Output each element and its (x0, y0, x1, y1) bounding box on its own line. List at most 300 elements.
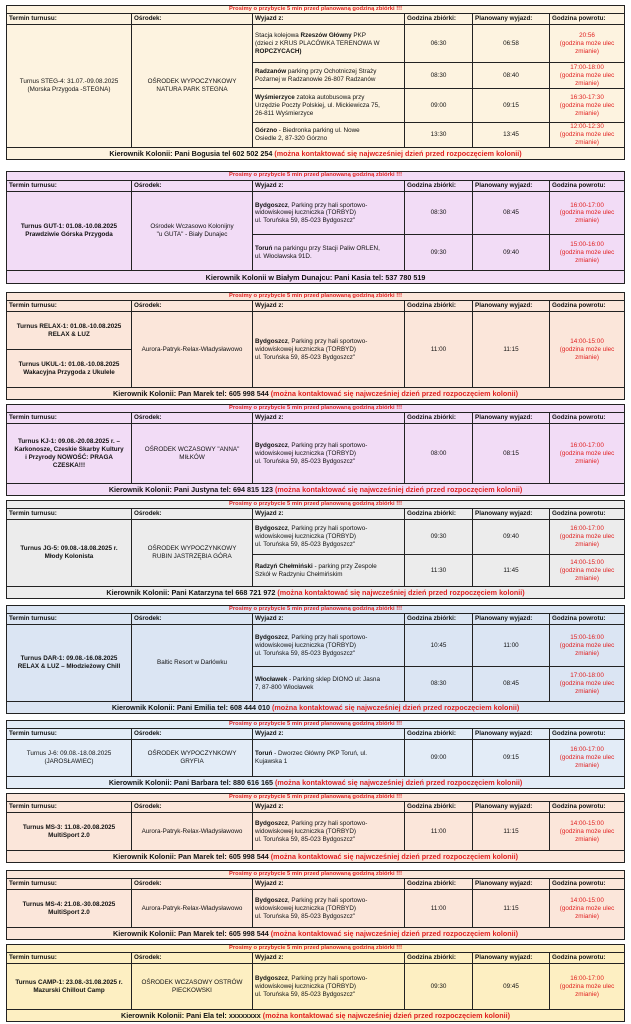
departure-text: parking przy Ochotniczej Straży (286, 67, 377, 75)
text-line: Turnus KJ-1: 09.08.-20.08.2025 r. – (17, 438, 121, 446)
gathering-time: 11:00 (405, 813, 473, 851)
header-osrodek: Ośrodek: (132, 180, 253, 192)
text-line: 14:00-15:00 (570, 896, 604, 904)
return-time (550, 555, 625, 587)
return-time (550, 312, 625, 388)
departure-time: 11:15 (473, 813, 550, 851)
departure-text: (dzieci z KRUS PLACÓWKA TERENOWA W (255, 39, 380, 47)
manager-name-phone: Kierownik Kolonii: Pani Bogusia tel 602 502 254 (109, 148, 273, 158)
text-line: RUBIN JASTRZĘBIA GÓRA (152, 553, 232, 561)
arrival-notice: Prosimy o przybycie 5 min przed planowaną godziną zbiórki !!! (7, 293, 625, 301)
departure-time: 09:40 (473, 235, 550, 271)
manager-name-phone: Kierownik Kolonii: Pani Ela tel: xxxxxxxx (121, 1011, 261, 1021)
text-line: 14:00-15:00 (570, 558, 604, 566)
text-line: zmianie) (575, 835, 599, 843)
turnus-block (6, 944, 624, 1020)
gathering-time: 10:45 (405, 625, 473, 667)
departure-time: 11:15 (473, 890, 550, 928)
text-line: OŚRODEK WYPOCZYNKOWY (147, 78, 237, 86)
text-line: Turnus STEG-4: 31.07.-09.08.2025 (19, 78, 119, 86)
contact-note: (można kontaktować się najwcześniej dzień przed rozpoczęciem kolonii) (272, 148, 522, 158)
departure-text: PKP (351, 31, 366, 39)
header-turnus: Termin turnusu: (7, 729, 132, 740)
text-line: CZESKA!!! (52, 461, 86, 469)
text-line: 15:00-16:00 (570, 241, 604, 249)
departure-text: Szkół w Radzyniu Chełmińskim (255, 570, 343, 578)
text-line: Turnus J-6: 09.08.-18.08.2025 (26, 750, 112, 758)
departure-text: Osiedle 2, 87-320 Górzno (255, 135, 328, 143)
departure-location (253, 667, 405, 702)
header-wyjazd: Wyjazd z: (253, 729, 405, 740)
text-line: 14:00-15:00 (570, 819, 604, 827)
header-wyjazd: Wyjazd z: (253, 879, 405, 890)
departure-text: ul. Toruńska 59, 85-023 Bydgoszcz" (255, 457, 356, 465)
departure-text: , Parking przy hali sportowo- (287, 896, 368, 904)
gathering-time: 06:30 (405, 25, 473, 63)
text-line: (godzina może ulec (559, 754, 615, 762)
departure-text: ul. Toruńska 59, 85-023 Bydgoszcz" (255, 541, 356, 549)
header-powrot: Godzina powrotu: (550, 802, 625, 813)
schedule-table (6, 500, 625, 599)
departure-time: 09:15 (473, 89, 550, 123)
text-line: 15:00-16:00 (570, 633, 604, 641)
departure-text: Bydgoszcz (255, 525, 288, 533)
osrodek-name (132, 625, 253, 702)
header-planowany: Planowany wyjazd: (473, 413, 550, 424)
text-line: OŚRODEK WYPOCZYNKOWY (147, 750, 237, 758)
text-line: (godzina może ulec (559, 827, 615, 835)
text-line: 20:56 (579, 31, 595, 39)
departure-location (253, 625, 405, 667)
turnus-block (6, 720, 624, 788)
text-line: zmianie) (575, 256, 599, 264)
departure-time: 06:58 (473, 25, 550, 63)
schedule-table (6, 171, 625, 284)
text-line: MultiSport 2.0 (48, 908, 90, 916)
schedule-table (6, 793, 625, 863)
departure-location (253, 63, 405, 89)
text-line: Turnus UKUL-1: 01.08.-10.08.2025 (18, 360, 120, 368)
departure-time: 09:15 (473, 740, 550, 777)
departure-text: 26-811 Wyśmierzyce (255, 109, 314, 117)
contact-note: (można kontaktować się najwcześniej dzień przed rozpoczęciem kolonii) (273, 778, 523, 788)
manager-name-phone: Kierownik Kolonii: Pani Justyna tel: 694 815 123 (108, 485, 273, 495)
header-planowany: Planowany wyjazd: (473, 180, 550, 192)
departure-time: 13:45 (473, 123, 550, 148)
text-line: OŚRODEK WYPOCZYNKOWY (147, 545, 237, 553)
table-row (7, 312, 625, 388)
text-line: (godzina może ulec (559, 533, 615, 541)
departure-text: widowiskowej łuczniczka (TORBYD) (255, 982, 357, 990)
departure-text: Bydgoszcz (255, 337, 288, 345)
departure-text: 7, 87-800 Włocławek (255, 684, 314, 692)
departure-location (253, 813, 405, 851)
text-line: zmianie) (575, 79, 599, 87)
departure-text: widowiskowej łuczniczka (TORBYD) (255, 449, 357, 457)
text-line: Ośrodek Wczasowo Kolonijny (150, 223, 234, 231)
header-planowany: Planowany wyjazd: (473, 953, 550, 964)
text-line: (godzina może ulec (559, 449, 615, 457)
header-powrot: Godzina powrotu: (550, 180, 625, 192)
header-osrodek: Ośrodek: (132, 509, 253, 520)
osrodek-name (132, 740, 253, 777)
text-line: 16:00-17:00 (570, 974, 604, 982)
text-line: OŚRODEK WCZASOWY "ANNA" (144, 445, 240, 453)
header-powrot: Godzina powrotu: (550, 413, 625, 424)
camp-manager-contact (7, 702, 625, 714)
schedule-table (6, 944, 625, 1022)
text-line: Turnus RELAX-1: 01.08.-10.08.2025 (16, 322, 122, 330)
text-line: Turnus MS-3: 11.08.-20.08.2025 (22, 823, 116, 831)
header-zbiorka: Godzina zbiórki: (405, 301, 473, 312)
header-osrodek: Ośrodek: (132, 953, 253, 964)
departure-text: Pożarnej w Radzanowie 26-807 Radzanów (255, 75, 376, 83)
text-line: zmianie) (575, 574, 599, 582)
header-turnus: Termin turnusu: (7, 802, 132, 813)
text-line: 16:00-17:00 (570, 201, 604, 209)
departure-text: Toruń (255, 750, 273, 758)
return-time (550, 964, 625, 1010)
header-wyjazd: Wyjazd z: (253, 614, 405, 625)
text-line: 17:00-18:00 (570, 63, 604, 71)
header-turnus: Termin turnusu: (7, 180, 132, 192)
text-line: 16:00-17:00 (570, 746, 604, 754)
text-line: 14:00-15:00 (570, 337, 604, 345)
departure-text: , Parking przy hali sportowo- (287, 525, 368, 533)
departure-text: widowiskowej łuczniczka (TORBYD) (255, 641, 357, 649)
departure-location (253, 740, 405, 777)
departure-time: 11:00 (473, 625, 550, 667)
departure-location (253, 192, 405, 235)
turnus-cell (7, 312, 132, 388)
manager-name-phone: Kierownik Kolonii: Pan Marek tel: 605 998 544 (113, 929, 269, 939)
schedule-table (6, 870, 625, 940)
departure-text: na parkingu przy Stacji Paliw ORLEN, (272, 245, 380, 253)
turnus-block (6, 793, 624, 861)
turnus-name (7, 740, 132, 777)
manager-name-phone: Kierownik Kolonii: Pani Barbara tel: 880 616 165 (108, 778, 273, 788)
header-planowany: Planowany wyjazd: (473, 614, 550, 625)
table-row (7, 520, 625, 555)
return-time (550, 520, 625, 555)
text-line: i Przyrody NOWOŚĆ: PRAGA (25, 453, 113, 461)
departure-location (253, 520, 405, 555)
schedule-table (6, 5, 625, 160)
text-line: zmianie) (575, 47, 599, 55)
departure-text: , Parking przy hali sportowo- (287, 441, 368, 449)
departure-text: Toruń (255, 245, 273, 253)
text-line: MultiSport 2.0 (48, 831, 90, 839)
text-line: GRYFIA (180, 758, 204, 766)
text-line: (godzina może ulec (559, 641, 615, 649)
gathering-time: 11:30 (405, 555, 473, 587)
text-line: (godzina może ulec (559, 566, 615, 574)
departure-text: - Biedronka parking ul. Nowe (277, 127, 360, 135)
header-powrot: Godzina powrotu: (550, 509, 625, 520)
header-osrodek: Ośrodek: (132, 729, 253, 740)
camp-manager-contact (7, 271, 625, 284)
header-osrodek: Ośrodek: (132, 14, 253, 25)
text-line: MIŁKÓW (179, 453, 205, 461)
text-line: (godzina może ulec (559, 345, 615, 353)
departure-text: Bydgoszcz (255, 896, 288, 904)
departure-text: - Dworzec Główny PKP Toruń, ul. (272, 750, 367, 758)
text-line: Wakacyjna Przygoda z Ukulele (23, 368, 115, 376)
camp-manager-contact (7, 851, 625, 863)
text-line: Turnus JG-5: 09.08.-18.08.2025 r. (20, 545, 118, 553)
header-zbiorka: Godzina zbiórki: (405, 180, 473, 192)
contact-note: (można kontaktować się najwcześniej dzień przed rozpoczęciem kolonii) (275, 588, 525, 598)
turnus-block (6, 605, 624, 712)
contact-note: (można kontaktować się najwcześniej dzień przed rozpoczęciem kolonii) (270, 703, 520, 713)
departure-text: ul. Toruńska 59, 85-023 Bydgoszcz" (255, 649, 356, 657)
text-line: zmianie) (575, 912, 599, 920)
header-powrot: Godzina powrotu: (550, 301, 625, 312)
header-wyjazd: Wyjazd z: (253, 953, 405, 964)
departure-text: ROPCZYCACH) (255, 47, 302, 55)
text-line: RELAX & LUZ (48, 330, 90, 338)
departure-text: zatoka autobusowa przy (294, 94, 365, 102)
departure-text: Rzeszów Główny (300, 31, 352, 39)
departure-time: 08:15 (473, 424, 550, 484)
gathering-time: 09:30 (405, 520, 473, 555)
header-turnus: Termin turnusu: (7, 879, 132, 890)
return-time (550, 625, 625, 667)
arrival-notice: Prosimy o przybycie 5 min przed planowaną godziną zbiórki !!! (7, 945, 625, 953)
gathering-time: 09:00 (405, 740, 473, 777)
departure-location (253, 555, 405, 587)
departure-text: Bydgoszcz (255, 201, 288, 209)
camp-manager-contact (7, 147, 625, 159)
gathering-time: 13:30 (405, 123, 473, 148)
text-line: Aurora-Patryk-Relax-Władysławowo (141, 345, 243, 353)
departure-time: 11:15 (473, 312, 550, 388)
departure-text: Bydgoszcz (255, 819, 288, 827)
departure-text: , Parking przy hali sportowo- (287, 633, 368, 641)
departure-text: Radzyń Chełmiński (255, 562, 313, 570)
arrival-notice: Prosimy o przybycie 5 min przed planowaną godziną zbiórki !!! (7, 6, 625, 14)
osrodek-name (132, 25, 253, 148)
departure-time: 08:45 (473, 192, 550, 235)
header-planowany: Planowany wyjazd: (473, 729, 550, 740)
return-time (550, 813, 625, 851)
text-line: (godzina może ulec (559, 39, 615, 47)
departure-text: Włocławek (255, 676, 288, 684)
turnus-name (7, 192, 132, 271)
manager-name-phone: Kierownik Kolonii: Pan Marek tel: 605 998 544 (113, 389, 269, 399)
table-row (7, 192, 625, 235)
header-zbiorka: Godzina zbiórki: (405, 953, 473, 964)
departure-text: , Parking przy hali sportowo- (287, 819, 368, 827)
header-osrodek: Ośrodek: (132, 614, 253, 625)
departure-text: - parking przy Zespole (312, 562, 377, 570)
departure-time: 09:45 (473, 964, 550, 1010)
text-line: Karkonosze, Czeskie Skarby Kultury (14, 445, 124, 453)
camp-manager-contact (7, 928, 625, 940)
schedule-table (6, 292, 625, 400)
schedule-table (6, 605, 625, 714)
turnus-block (6, 171, 624, 284)
header-zbiorka: Godzina zbiórki: (405, 14, 473, 25)
text-line: Turnus CAMP-1: 23.08.-31.08.2025 r. (15, 978, 123, 986)
text-line: (godzina może ulec (559, 248, 615, 256)
text-line: Prawdziwie Górska Przygoda (25, 231, 113, 239)
text-line: zmianie) (575, 217, 599, 225)
header-osrodek: Ośrodek: (132, 879, 253, 890)
header-osrodek: Ośrodek: (132, 413, 253, 424)
departure-text: ul. Włocławska 91D. (255, 252, 312, 260)
text-line: Turnus DAR-1: 09.08.-16.08.2025 (20, 655, 118, 663)
return-time (550, 192, 625, 235)
header-zbiorka: Godzina zbiórki: (405, 729, 473, 740)
header-osrodek: Ośrodek: (132, 301, 253, 312)
contact-note: (można kontaktować się najwcześniej dzień przed rozpoczęciem kolonii) (273, 485, 523, 495)
turnus-name (7, 890, 132, 928)
text-line: (godzina może ulec (559, 680, 615, 688)
camp-manager-contact (7, 388, 625, 400)
text-line: PIECKOWSKI (172, 986, 212, 994)
departure-location (253, 89, 405, 123)
header-turnus: Termin turnusu: (7, 14, 132, 25)
header-turnus: Termin turnusu: (7, 509, 132, 520)
header-powrot: Godzina powrotu: (550, 953, 625, 964)
return-time (550, 89, 625, 123)
gathering-time: 08:30 (405, 667, 473, 702)
turnus-block (6, 870, 624, 939)
manager-name-phone: Kierownik Kolonii: Pan Marek tel: 605 998 544 (113, 852, 269, 862)
text-line: RELAX & LUZ – Młodzieżowy Chill (17, 663, 121, 671)
departure-text: widowiskowej łuczniczka (TORBYD) (255, 827, 357, 835)
header-wyjazd: Wyjazd z: (253, 180, 405, 192)
text-line: zmianie) (575, 139, 599, 147)
text-line: zmianie) (575, 353, 599, 361)
arrival-notice: Prosimy o przybycie 5 min przed planowaną godziną zbiórki !!! (7, 172, 625, 181)
departure-text: Kujawska 1 (255, 758, 288, 766)
header-wyjazd: Wyjazd z: (253, 14, 405, 25)
text-line: zmianie) (575, 990, 599, 998)
turnus-block (6, 404, 624, 493)
turnus-split (7, 312, 131, 387)
text-line: Mazurski Chillout Camp (33, 986, 105, 994)
text-line: zmianie) (575, 649, 599, 657)
header-planowany: Planowany wyjazd: (473, 509, 550, 520)
departure-text: widowiskowej łuczniczka (TORBYD) (255, 345, 357, 353)
header-turnus: Termin turnusu: (7, 953, 132, 964)
return-time (550, 25, 625, 63)
departure-text: - Parking sklep DIONO ul: Jasna (287, 676, 380, 684)
turnus-block (6, 292, 624, 397)
text-line: "u GUTA" - Biały Dunajec (156, 231, 228, 239)
turnus-block (6, 5, 624, 160)
osrodek-name (132, 192, 253, 271)
text-line: Turnus MS-4: 21.08.-30.08.2025 (22, 900, 116, 908)
header-turnus: Termin turnusu: (7, 301, 132, 312)
text-line: (JAROSŁAWIEC) (44, 758, 94, 766)
text-line: NATURA PARK STEGNA (156, 86, 228, 94)
departure-text: Urzędzie Poczty Polskiej, ul. Mickiewicza 75, (255, 101, 380, 109)
contact-note: (można kontaktować się najwcześniej dzień przed rozpoczęciem kolonii) (268, 929, 519, 939)
text-line: (godzina może ulec (559, 982, 615, 990)
text-line: (godzina może ulec (559, 209, 615, 217)
header-wyjazd: Wyjazd z: (253, 413, 405, 424)
header-planowany: Planowany wyjazd: (473, 14, 550, 25)
departure-location (253, 964, 405, 1010)
text-line: zmianie) (575, 762, 599, 770)
table-row (7, 25, 625, 63)
header-wyjazd: Wyjazd z: (253, 301, 405, 312)
text-line: (Morska Przygoda -STEGNA) (27, 86, 111, 94)
header-planowany: Planowany wyjazd: (473, 301, 550, 312)
arrival-notice: Prosimy o przybycie 5 min przed planowaną godziną zbiórki !!! (7, 501, 625, 509)
gathering-time: 08:30 (405, 63, 473, 89)
header-turnus: Termin turnusu: (7, 614, 132, 625)
text-line: zmianie) (575, 109, 599, 117)
header-planowany: Planowany wyjazd: (473, 879, 550, 890)
text-line: 17:00-18:00 (570, 672, 604, 680)
header-zbiorka: Godzina zbiórki: (405, 802, 473, 813)
return-time (550, 740, 625, 777)
header-zbiorka: Godzina zbiórki: (405, 614, 473, 625)
return-time (550, 235, 625, 271)
text-line: Aurora-Patryk-Relax-Władysławowo (141, 827, 243, 835)
turnus-name (7, 964, 132, 1010)
osrodek-name (132, 312, 253, 388)
turnus-name (7, 424, 132, 484)
departure-location (253, 25, 405, 63)
table-row (7, 890, 625, 928)
departure-location (253, 123, 405, 148)
departure-time: 08:45 (473, 667, 550, 702)
arrival-notice: Prosimy o przybycie 5 min przed planowaną godziną zbiórki !!! (7, 606, 625, 614)
departure-time: 11:45 (473, 555, 550, 587)
departure-text: widowiskowej łuczniczka (TORBYD) (255, 533, 357, 541)
text-line: (godzina może ulec (559, 904, 615, 912)
gathering-time: 09:30 (405, 964, 473, 1010)
text-line: Turnus GUT-1: 01.08.-10.08.2025 (20, 223, 118, 231)
table-row (7, 424, 625, 484)
departure-text: Górzno (255, 127, 278, 135)
return-time (550, 424, 625, 484)
camp-manager-contact (7, 1010, 625, 1022)
departure-text: Stacja kolejowa (255, 31, 301, 39)
text-line: 16:30-17:30 (570, 94, 604, 102)
gathering-time: 11:00 (405, 890, 473, 928)
header-powrot: Godzina powrotu: (550, 729, 625, 740)
departure-time: 08:40 (473, 63, 550, 89)
header-wyjazd: Wyjazd z: (253, 509, 405, 520)
contact-note: (można kontaktować się najwcześniej dzień przed rozpoczęciem kolonii) (268, 852, 519, 862)
text-line: 12:00-12:30 (570, 123, 604, 131)
gathering-time: 08:00 (405, 424, 473, 484)
header-wyjazd: Wyjazd z: (253, 802, 405, 813)
departure-location (253, 424, 405, 484)
osrodek-name (132, 520, 253, 587)
text-line: (godzina może ulec (559, 131, 615, 139)
departure-text: Bydgoszcz (255, 441, 288, 449)
osrodek-name (132, 964, 253, 1010)
departure-text: ul. Toruńska 59, 85-023 Bydgoszcz" (255, 835, 356, 843)
text-line: Aurora-Patryk-Relax-Władysławowo (141, 904, 243, 912)
departure-text: Bydgoszcz (255, 974, 288, 982)
text-line: (godzina może ulec (559, 71, 615, 79)
header-zbiorka: Godzina zbiórki: (405, 879, 473, 890)
return-time (550, 63, 625, 89)
return-time (550, 667, 625, 702)
arrival-notice: Prosimy o przybycie 5 min przed planowaną godziną zbiórki !!! (7, 871, 625, 879)
header-powrot: Godzina powrotu: (550, 879, 625, 890)
text-line: zmianie) (575, 688, 599, 696)
osrodek-name (132, 424, 253, 484)
